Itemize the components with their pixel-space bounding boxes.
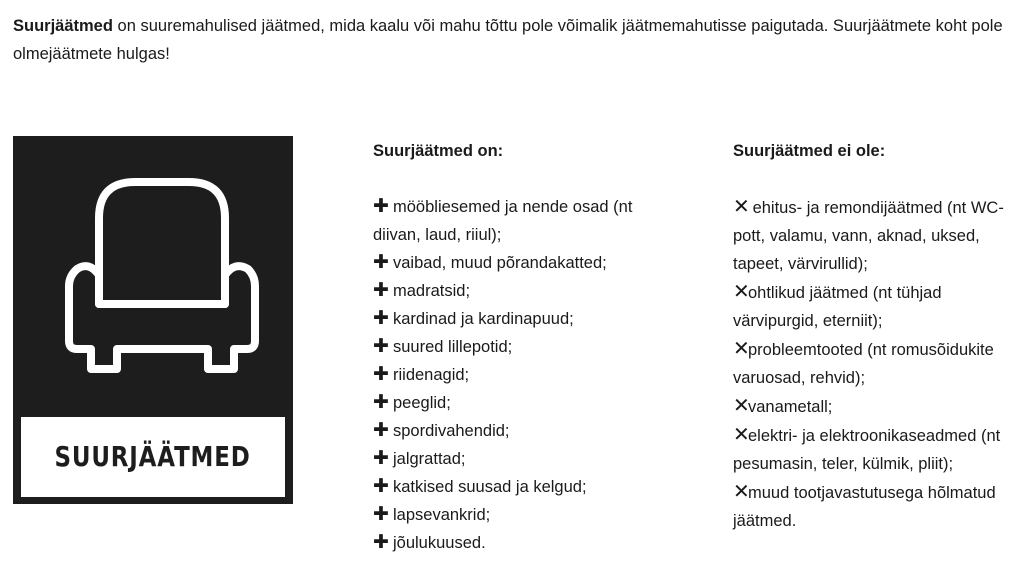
- list-item-text: riidenagid;: [393, 366, 470, 384]
- list-item-text: katkised suusad ja kelgud;: [393, 478, 587, 496]
- list-item: [373, 277, 673, 305]
- cross-icon: ✕: [733, 196, 750, 218]
- cross-icon: ✕: [733, 395, 750, 417]
- plus-icon: ✚: [373, 280, 389, 301]
- excluded-heading: Suurjäätmed ei ole:: [733, 142, 886, 160]
- plus-icon: ✚: [373, 448, 389, 469]
- list-item: [733, 421, 1005, 478]
- cross-icon: ✕: [733, 481, 750, 503]
- list-item: [373, 305, 673, 333]
- list-item-text: ohtlikud jäätmed (nt tühjad värvipurgid, eterniit);: [733, 284, 942, 330]
- cross-icon: ✕: [733, 281, 750, 303]
- list-item: [373, 361, 673, 389]
- list-item-text: suured lillepotid;: [393, 338, 513, 356]
- pictogram-label-box: [21, 417, 285, 497]
- accepted-list: [373, 193, 673, 557]
- plus-icon: ✚: [373, 476, 389, 497]
- list-item-text: jõulukuused.: [393, 534, 486, 552]
- plus-icon: ✚: [373, 504, 389, 525]
- pictogram-label: SUURJÄÄTMED: [54, 440, 252, 473]
- list-item-text: probleemtooted (nt romusõidukite varuosad, rehvid);: [733, 341, 994, 387]
- list-item-text: jalgrattad;: [393, 450, 466, 468]
- list-item-text: vanametall;: [748, 398, 833, 416]
- intro-text: on suuremahulised jäätmed, mida kaalu või mahu tõttu pole võimalik jäätmemahutisse paigutada. Suurjäätmete koht pole olmejäätmete hulgas!: [13, 17, 1003, 63]
- list-item: [733, 278, 1005, 335]
- cross-icon: ✕: [733, 424, 750, 446]
- plus-icon: ✚: [373, 420, 389, 441]
- list-item-text: spordivahendid;: [393, 422, 510, 440]
- plus-icon: ✚: [373, 364, 389, 385]
- armchair-icon: [13, 136, 293, 416]
- list-item: [373, 417, 673, 445]
- plus-icon: ✚: [373, 308, 389, 329]
- accepted-items-column: [373, 136, 673, 557]
- list-item-text: muud tootjavastutusega hõlmatud jäätmed.: [733, 484, 996, 530]
- list-item: [733, 478, 1005, 535]
- plus-icon: ✚: [373, 392, 389, 413]
- list-item-text: kardinad ja kardinapuud;: [393, 310, 574, 328]
- list-item: [373, 333, 673, 361]
- list-item: [733, 392, 1005, 421]
- intro-paragraph: [13, 12, 1003, 68]
- list-item-text: ehitus- ja remondijäätmed (nt WC-pott, valamu, vann, aknad, uksed, tapeet, värvirullid);: [733, 199, 1004, 273]
- excluded-list: [733, 193, 1005, 535]
- list-item: [733, 193, 1005, 278]
- bulky-waste-pictogram: [13, 136, 293, 504]
- list-item: [733, 335, 1005, 392]
- list-item-text: lapsevankrid;: [393, 506, 491, 524]
- list-item-text: mööbliesemed ja nende osad (nt diivan, laud, riiul);: [373, 198, 633, 244]
- list-item: [373, 473, 673, 501]
- intro-bold: Suurjäätmed: [13, 17, 113, 35]
- cross-icon: ✕: [733, 338, 750, 360]
- list-item: [373, 445, 673, 473]
- plus-icon: ✚: [373, 532, 389, 553]
- list-item: [373, 389, 673, 417]
- plus-icon: ✚: [373, 336, 389, 357]
- list-item-text: elektri- ja elektroonikaseadmed (nt pesumasin, teler, külmik, pliit);: [733, 427, 1001, 473]
- list-item-text: madratsid;: [393, 282, 471, 300]
- list-item: [373, 529, 673, 557]
- list-item-text: vaibad, muud põrandakatted;: [393, 254, 607, 272]
- list-item: [373, 193, 673, 249]
- plus-icon: ✚: [373, 196, 389, 217]
- excluded-items-column: [733, 136, 1005, 535]
- accepted-heading: Suurjäätmed on:: [373, 142, 504, 160]
- plus-icon: ✚: [373, 252, 389, 273]
- list-item-text: peeglid;: [393, 394, 451, 412]
- list-item: [373, 249, 673, 277]
- list-item: [373, 501, 673, 529]
